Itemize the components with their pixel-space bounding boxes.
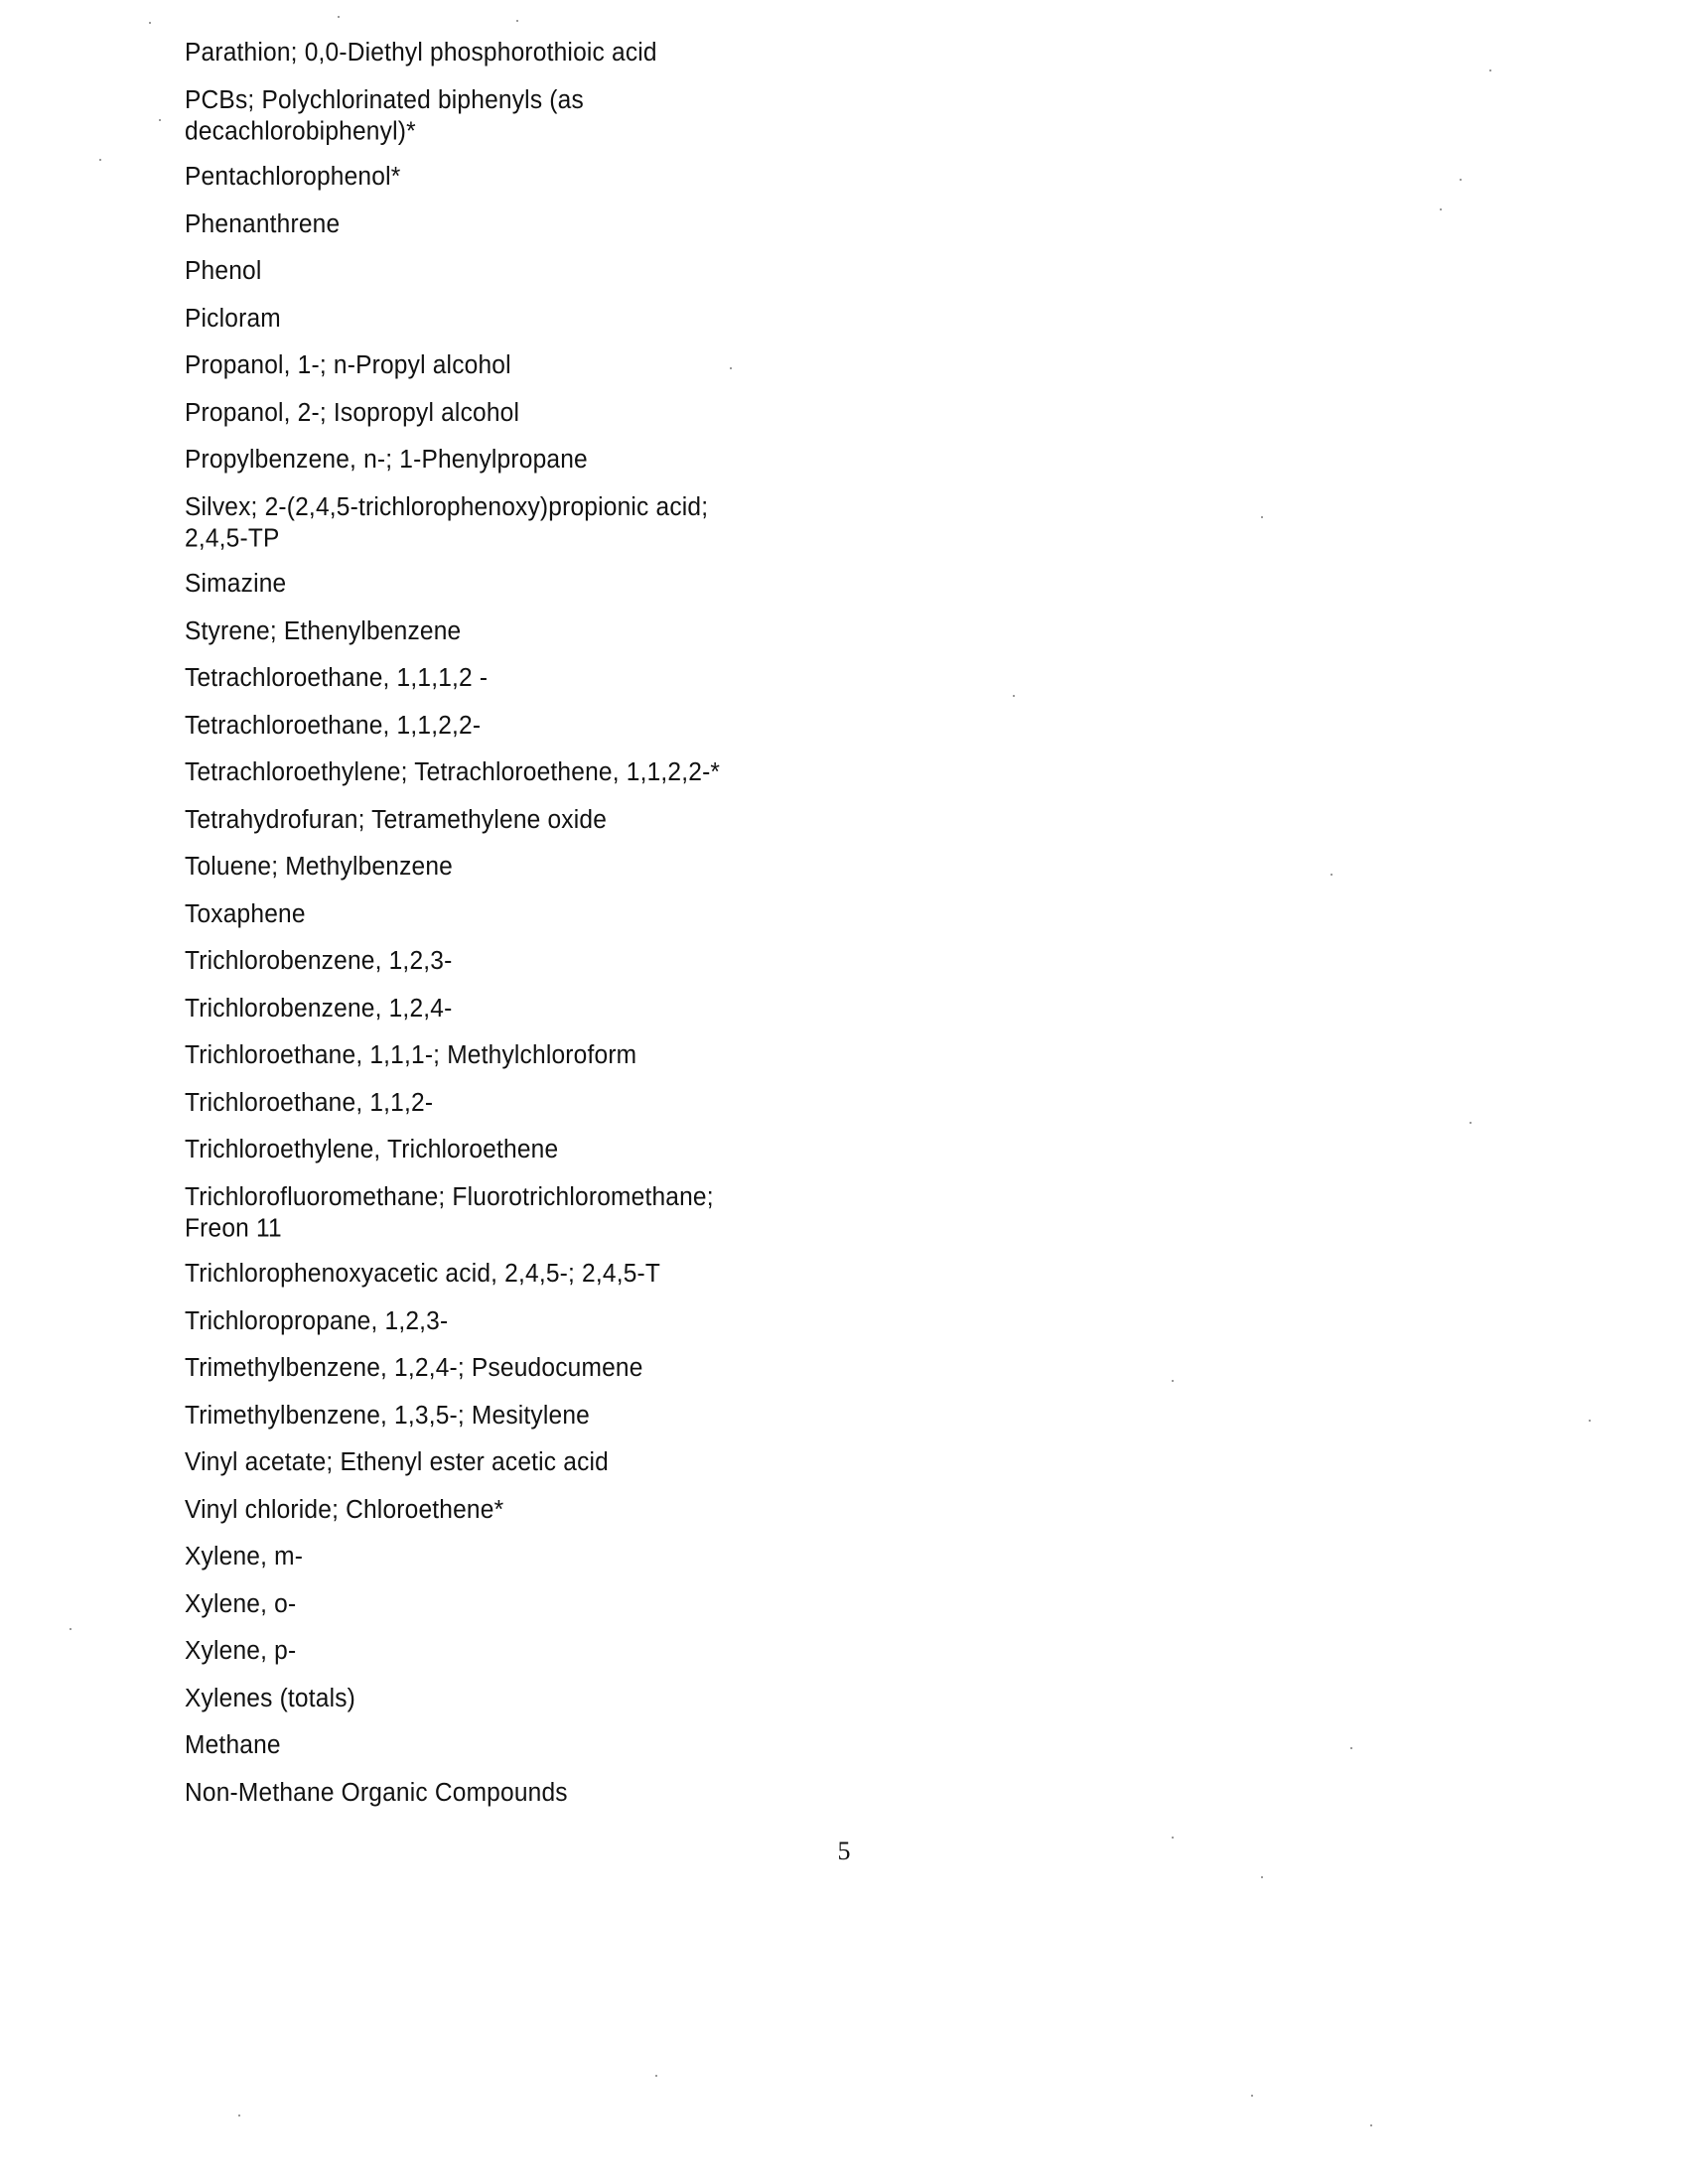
scan-speck [1350, 1747, 1352, 1749]
scan-speck [1331, 874, 1333, 876]
chemical-entry: Trichlorofluoromethane; Fluorotrichloromethane; Freon 11 [185, 1182, 714, 1243]
chemical-entry: Simazine [185, 570, 287, 599]
chemical-entry: Tetrachloroethylene; Tetrachloroethene, 1,1,2,2-* [185, 758, 721, 787]
scan-speck [338, 16, 340, 18]
page-number: 5 [837, 1837, 851, 1865]
scan-speck [149, 22, 151, 24]
chemical-entry: Parathion; 0,0-Diethyl phosphorothioic acid [185, 39, 657, 68]
scan-speck [1460, 179, 1462, 181]
chemical-entry: Toxaphene [185, 899, 306, 928]
scan-speck [1261, 516, 1263, 518]
chemical-entry: Xylene, m- [185, 1543, 304, 1571]
chemical-entry: Toluene; Methylbenzene [185, 853, 454, 882]
scan-speck [1172, 1380, 1174, 1382]
chemical-entry: Methane [185, 1731, 281, 1760]
chemical-entry: Styrene; Ethenylbenzene [185, 616, 462, 645]
chemical-entry: Trichloropropane, 1,2,3- [185, 1306, 449, 1335]
scan-speck [1589, 1420, 1591, 1422]
chemical-entry: Tetrachloroethane, 1,1,2,2- [185, 711, 482, 740]
scan-speck [99, 159, 101, 161]
scan-speck [1370, 2124, 1372, 2126]
chemical-entry: Vinyl chloride; Chloroethene* [185, 1495, 504, 1524]
chemical-entry: Propanol, 1-; n-Propyl alcohol [185, 351, 511, 380]
chemical-entry: Tetrahydrofuran; Tetramethylene oxide [185, 805, 608, 834]
chemical-entry: Trichlorobenzene, 1,2,3- [185, 947, 453, 976]
scan-speck [1172, 1837, 1174, 1839]
chemical-entry: Vinyl acetate; Ethenyl ester acetic acid [185, 1448, 610, 1477]
chemical-entry: Xylene, p- [185, 1637, 297, 1666]
scan-speck [238, 2115, 240, 2116]
chemical-entry: Trichlorophenoxyacetic acid, 2,4,5-; 2,4,5-T [185, 1260, 661, 1289]
scan-speck [730, 367, 732, 369]
scan-speck [1251, 2095, 1253, 2097]
chemical-entry: Xylene, o- [185, 1589, 297, 1618]
chemical-entry: Trichloroethane, 1,1,1-; Methylchloroform [185, 1041, 637, 1070]
chemical-entry: Non-Methane Organic Compounds [185, 1778, 568, 1807]
scan-speck [1440, 208, 1442, 210]
chemical-entry: Silvex; 2-(2,4,5-trichlorophenoxy)propionic acid; 2,4,5-TP [185, 492, 709, 553]
chemical-entry: Propanol, 2-; Isopropyl alcohol [185, 398, 520, 427]
chemical-entry: Xylenes (totals) [185, 1684, 356, 1712]
scan-speck [516, 20, 518, 22]
chemical-entry: Trimethylbenzene, 1,3,5-; Mesitylene [185, 1401, 591, 1430]
chemical-entry: Propylbenzene, n-; 1-Phenylpropane [185, 446, 588, 475]
chemical-entry: Phenol [185, 257, 262, 286]
chemical-entry: Trichlorobenzene, 1,2,4- [185, 994, 453, 1023]
scan-speck [70, 1628, 71, 1630]
chemical-entry: Picloram [185, 304, 281, 333]
chemical-entry: Trichloroethylene, Trichloroethene [185, 1136, 559, 1164]
chemical-entry: Phenanthrene [185, 209, 341, 238]
scan-speck [1013, 695, 1015, 697]
scan-speck [1261, 1876, 1263, 1878]
chemical-entry: Pentachlorophenol* [185, 163, 401, 192]
scan-speck [1489, 69, 1491, 71]
scan-speck [159, 119, 161, 121]
chemical-entry: Tetrachloroethane, 1,1,1,2 - [185, 664, 489, 693]
scan-speck [655, 2075, 657, 2077]
chemical-entry: Trimethylbenzene, 1,2,4-; Pseudocumene [185, 1354, 643, 1383]
scan-speck [1470, 1122, 1472, 1124]
chemical-entry: Trichloroethane, 1,1,2- [185, 1088, 434, 1117]
chemical-entry: PCBs; Polychlorinated biphenyls (as decachlorobiphenyl)* [185, 85, 584, 146]
